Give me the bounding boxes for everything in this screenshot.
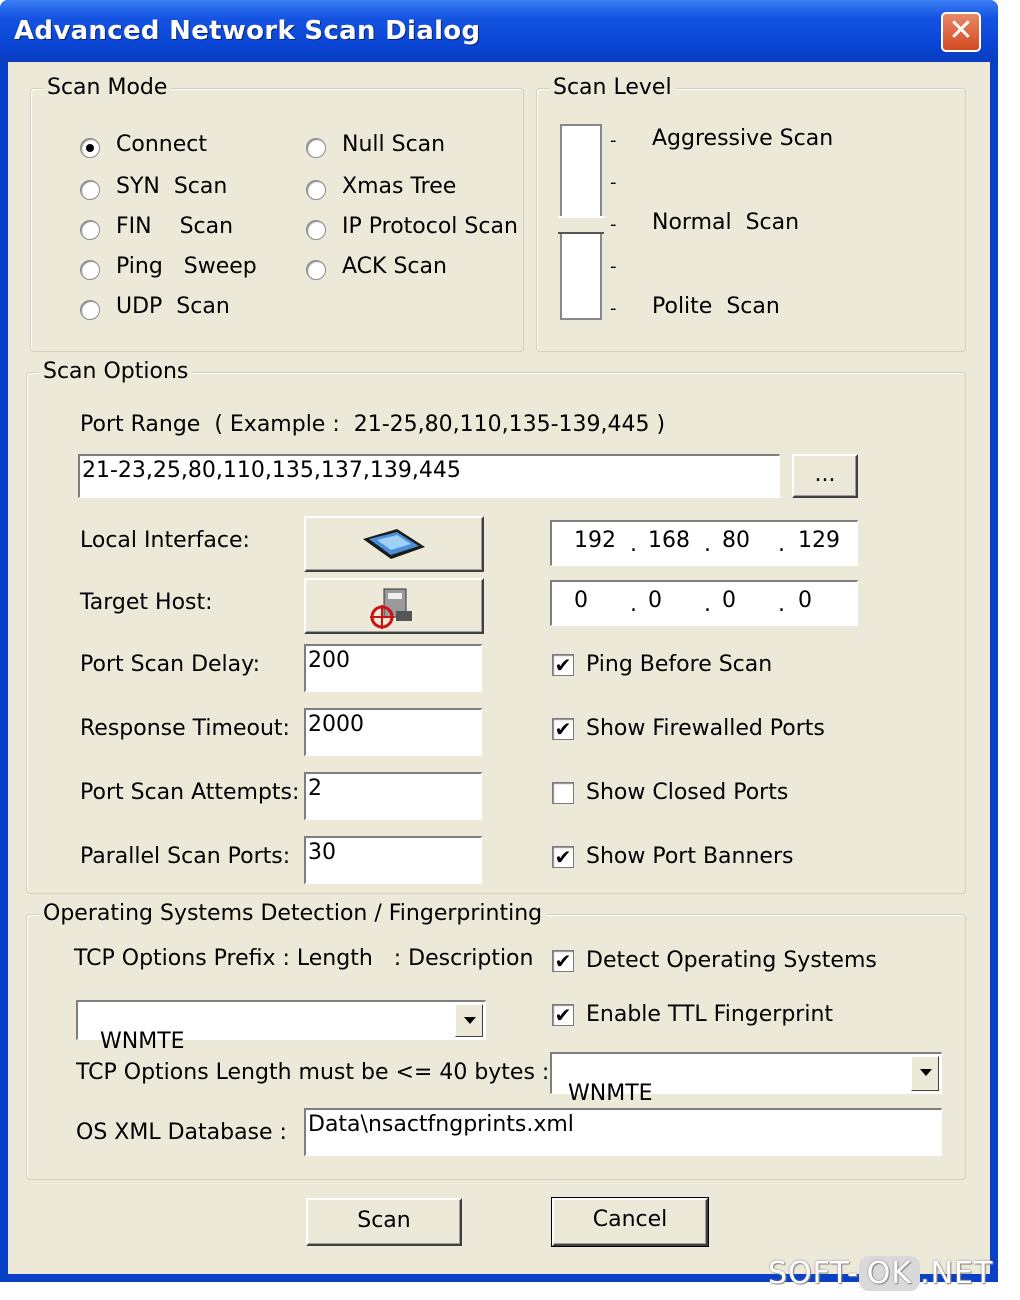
tcp-prefix-label: TCP Options Prefix : Length : Description [74,946,534,971]
enable-ttl-checkbox[interactable]: ✔ [552,1004,574,1026]
tick-mark: - [610,130,617,151]
ip-octet[interactable]: 0 [648,588,662,613]
polite-scan-label: Polite Scan [652,294,780,319]
port-range-browse-button[interactable]: ... [792,454,858,498]
tcp-length-value: WNMTE [568,1081,653,1106]
scan-mode-option-label[interactable]: SYN Scan [116,174,228,199]
scan-mode-radio[interactable] [306,138,326,158]
scan-mode-radio[interactable] [80,180,100,200]
ip-separator: . [778,532,785,557]
port-scan-delay-label: Port Scan Delay: [80,652,260,677]
close-button[interactable]: ✕ [941,12,981,52]
scan-options-group [26,359,966,894]
os-detection-title: Operating Systems Detection / Fingerprinting [39,901,546,926]
port-scan-delay-input[interactable]: 200 [304,644,482,692]
ip-separator: . [778,592,785,617]
port-range-label: Port Range ( Example : 21-25,80,110,135-139,445 ) [80,412,666,437]
scan-mode-option-label[interactable]: Xmas Tree [342,174,457,199]
target-host-icon [364,583,424,631]
ip-octet[interactable]: 0 [798,588,812,613]
tcp-length-label: TCP Options Length must be <= 40 bytes : [76,1060,550,1085]
scan-mode-option-label[interactable]: FIN Scan [116,214,234,239]
scan-options-title: Scan Options [39,359,192,384]
scan-level-slider[interactable] [560,124,602,320]
enable-ttl-label[interactable]: Enable TTL Fingerprint [586,1002,834,1027]
local-interface-label: Local Interface: [80,528,250,553]
ip-octet[interactable]: 80 [722,528,750,553]
scan-mode-option-label[interactable]: Connect [116,132,207,157]
slider-thumb[interactable] [558,216,604,234]
ping-before-scan-checkbox[interactable]: ✔ [552,654,574,676]
ping-before-scan-label[interactable]: Ping Before Scan [586,652,773,677]
ip-octet[interactable]: 192 [574,528,616,553]
detect-os-checkbox[interactable]: ✔ [552,950,574,972]
target-host-button[interactable] [304,578,484,634]
ip-separator: . [630,592,637,617]
port-range-input[interactable]: 21-23,25,80,110,135,137,139,445 [78,454,780,498]
cancel-button[interactable]: Cancel [552,1198,708,1246]
network-card-icon [359,525,429,565]
parallel-scan-ports-input[interactable]: 30 [304,836,482,884]
watermark [768,1256,993,1291]
scan-mode-radio[interactable] [80,300,100,320]
target-ip-field[interactable] [550,580,858,626]
watermark-right: .NET [920,1256,994,1291]
watermark-left: SOFT- [768,1256,859,1291]
os-xml-label: OS XML Database : [76,1120,287,1145]
ip-separator: . [630,532,637,557]
tcp-prefix-value: WNMTE [100,1029,185,1054]
local-interface-button[interactable] [304,516,484,572]
scan-button[interactable]: Scan [306,1198,462,1246]
tcp-prefix-select[interactable] [76,1000,486,1054]
tcp-length-select[interactable] [550,1052,942,1106]
ip-octet[interactable]: 0 [722,588,736,613]
ip-octet[interactable]: 0 [574,588,588,613]
show-firewalled-ports-checkbox[interactable]: ✔ [552,718,574,740]
scan-mode-radio[interactable] [80,138,100,158]
scan-mode-radio[interactable] [80,220,100,240]
local-ip-field[interactable] [550,520,858,566]
scan-level-title: Scan Level [549,75,676,100]
tick-mark: - [610,256,617,277]
ip-separator: . [704,592,711,617]
scan-mode-radio[interactable] [80,260,100,280]
scan-mode-radio[interactable] [306,260,326,280]
show-port-banners-checkbox[interactable]: ✔ [552,846,574,868]
tick-mark: - [610,298,617,319]
title-bar[interactable] [0,0,998,62]
scan-mode-option-label[interactable]: ACK Scan [342,254,447,279]
ip-octet[interactable]: 129 [798,528,840,553]
tick-mark: - [610,172,617,193]
scan-mode-option-label[interactable]: Null Scan [342,132,446,157]
show-port-banners-label[interactable]: Show Port Banners [586,844,794,869]
tick-mark: - [610,214,617,235]
normal-scan-label: Normal Scan [652,210,800,235]
response-timeout-label: Response Timeout: [80,716,290,741]
scan-mode-option-label[interactable]: IP Protocol Scan [342,214,518,239]
ip-octet[interactable]: 168 [648,528,690,553]
window-title: Advanced Network Scan Dialog [14,16,481,46]
port-scan-attempts-input[interactable]: 2 [304,772,482,820]
scan-mode-option-label[interactable]: Ping Sweep [116,254,257,279]
show-closed-ports-checkbox[interactable] [552,782,574,804]
ip-separator: . [704,532,711,557]
chevron-down-icon[interactable] [911,1056,939,1091]
detect-os-label[interactable]: Detect Operating Systems [586,948,877,973]
aggressive-scan-label: Aggressive Scan [652,126,834,151]
scan-mode-radio[interactable] [306,220,326,240]
parallel-scan-ports-label: Parallel Scan Ports: [80,844,291,869]
watermark-ok: OK [859,1256,920,1291]
show-closed-ports-label[interactable]: Show Closed Ports [586,780,789,805]
response-timeout-input[interactable]: 2000 [304,708,482,756]
chevron-down-icon[interactable] [455,1004,483,1037]
show-firewalled-ports-label[interactable]: Show Firewalled Ports [586,716,825,741]
scan-mode-title: Scan Mode [43,75,171,100]
os-xml-input[interactable]: Data\nsactfngprints.xml [304,1108,942,1156]
port-scan-attempts-label: Port Scan Attempts: [80,780,300,805]
target-host-label: Target Host: [80,590,213,615]
scan-mode-option-label[interactable]: UDP Scan [116,294,230,319]
scan-mode-radio[interactable] [306,180,326,200]
